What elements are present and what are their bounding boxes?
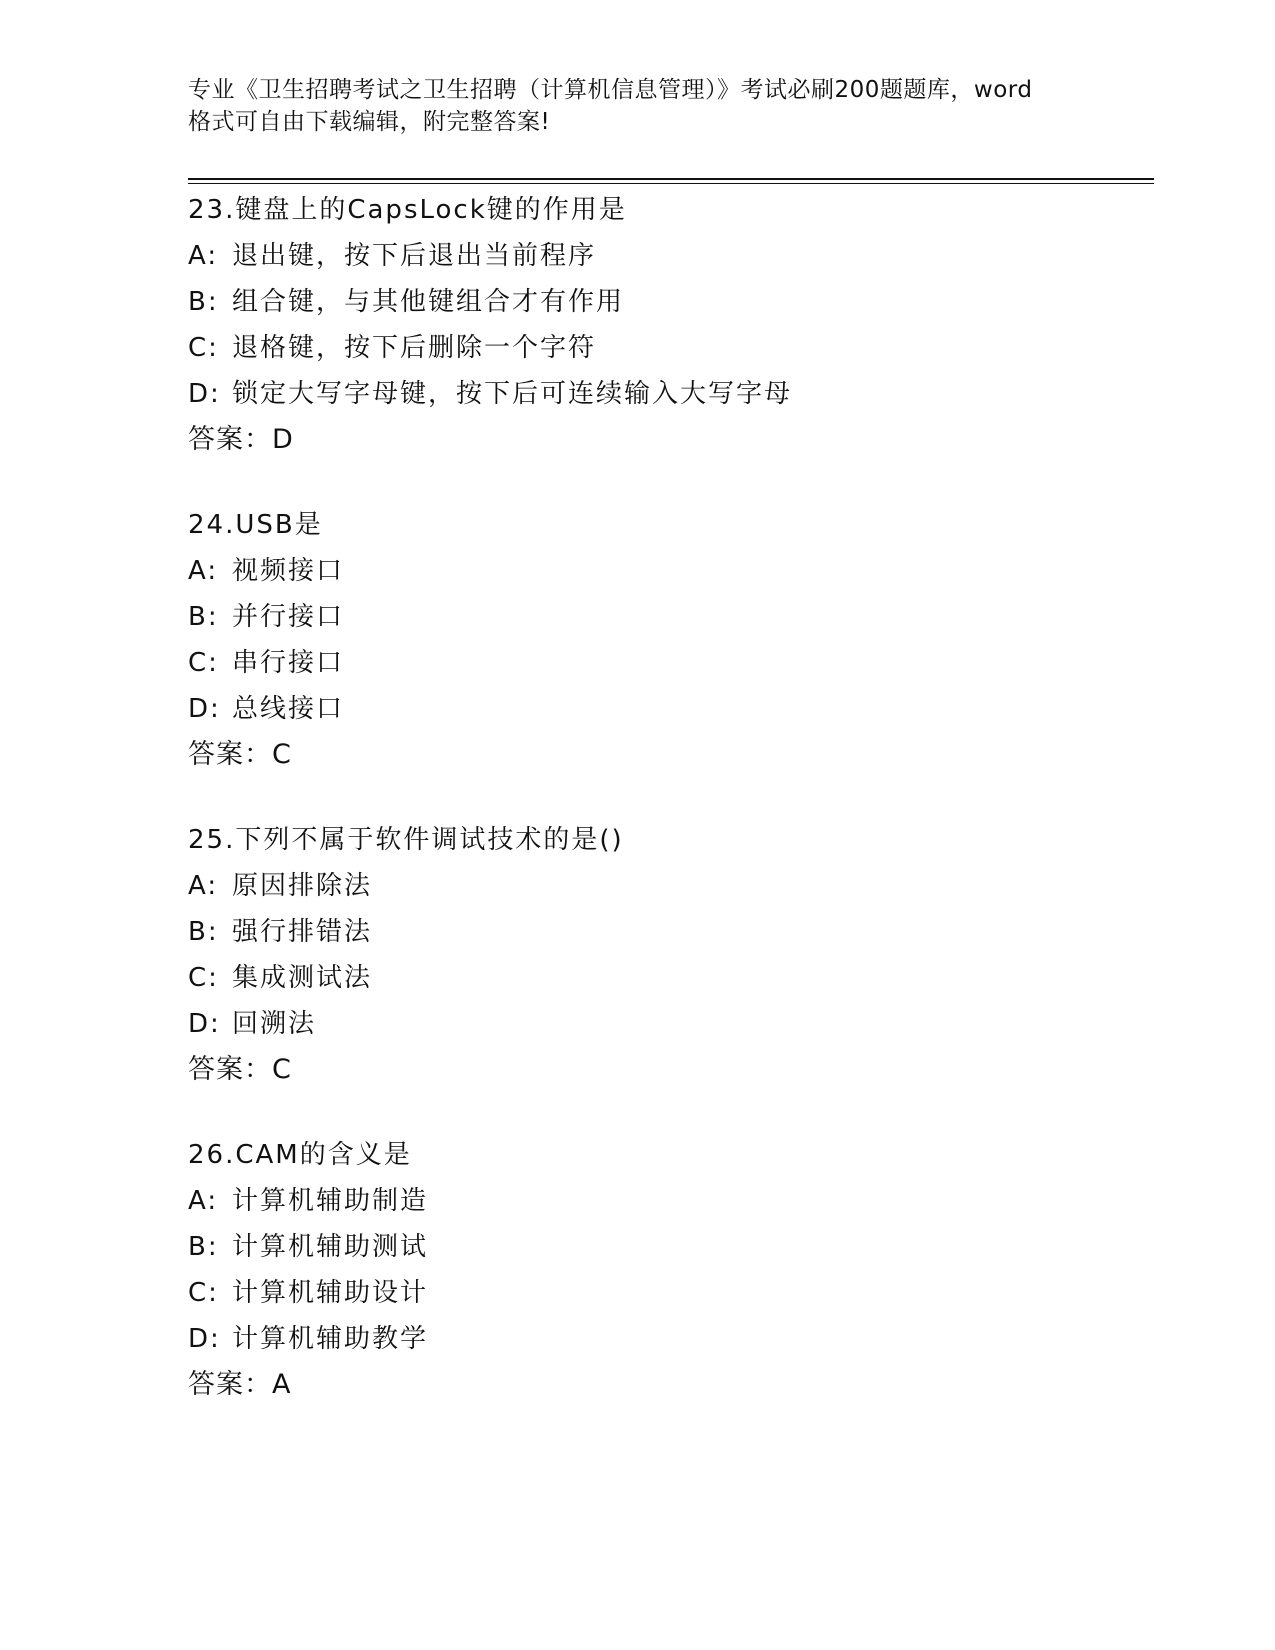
option-text: 计算机辅助测试: [232, 1232, 429, 1262]
option-d: [188, 686, 1138, 732]
option-a: [188, 1178, 1138, 1224]
option-letter: A:: [188, 241, 219, 271]
option-a: [188, 548, 1138, 594]
option-letter: A:: [188, 556, 219, 586]
answer-line: 答案：C: [188, 1054, 292, 1085]
option-text: 串行接口: [232, 648, 345, 678]
option-letter: B:: [188, 602, 219, 632]
question-block: [188, 817, 1138, 1093]
option-letter: B:: [188, 917, 219, 947]
option-d: [188, 371, 1138, 417]
option-text: 强行排错法: [232, 917, 373, 947]
option-letter: D:: [188, 1324, 221, 1354]
question-title: 23.键盘上的CapsLock键的作用是: [188, 195, 627, 225]
option-letter: A:: [188, 1186, 219, 1216]
option-letter: B:: [188, 1232, 219, 1262]
option-text: 集成测试法: [232, 963, 373, 993]
option-letter: C:: [188, 648, 219, 678]
option-b: [188, 1224, 1138, 1270]
option-text: 组合键，与其他键组合才有作用: [232, 287, 625, 317]
option-text: 退出键，按下后退出当前程序: [232, 241, 597, 271]
header-divider-thick: [188, 178, 1154, 180]
question-block: [188, 502, 1138, 778]
option-letter: B:: [188, 287, 219, 317]
answer-line: 答案：A: [188, 1369, 292, 1400]
option-b: [188, 594, 1138, 640]
option-c: [188, 955, 1138, 1001]
option-text: 原因排除法: [232, 871, 373, 901]
option-text: 计算机辅助制造: [232, 1186, 429, 1216]
option-letter: C:: [188, 963, 219, 993]
option-c: [188, 1270, 1138, 1316]
option-text: 并行接口: [232, 602, 345, 632]
question-block: [188, 1132, 1138, 1408]
option-a: [188, 863, 1138, 909]
option-letter: C:: [188, 333, 219, 363]
option-a: [188, 233, 1138, 279]
option-c: [188, 640, 1138, 686]
question-title: 25.下列不属于软件调试技术的是(): [188, 825, 624, 855]
header-line-1: 专业《卫生招聘考试之卫生招聘（计算机信息管理）》考试必刷200题题库，word: [188, 77, 1033, 103]
question-title: 26.CAM的含义是: [188, 1140, 412, 1170]
option-text: 锁定大写字母键，按下后可连续输入大写字母: [232, 379, 793, 409]
option-letter: D:: [188, 1009, 221, 1039]
option-text: 计算机辅助教学: [232, 1324, 429, 1354]
option-b: [188, 909, 1138, 955]
option-letter: D:: [188, 379, 221, 409]
question-title: 24.USB是: [188, 510, 323, 540]
option-b: [188, 279, 1138, 325]
option-d: [188, 1001, 1138, 1047]
option-d: [188, 1316, 1138, 1362]
header-line-2: 格式可自由下载编辑，附完整答案!: [188, 109, 551, 135]
header-divider-thin: [188, 183, 1154, 184]
answer-line: 答案：D: [188, 424, 294, 455]
option-text: 回溯法: [232, 1009, 317, 1039]
option-c: [188, 325, 1138, 371]
option-text: 总线接口: [232, 694, 345, 724]
option-letter: A:: [188, 871, 219, 901]
document-header: [188, 74, 1088, 138]
option-text: 退格键，按下后删除一个字符: [232, 333, 597, 363]
answer-line: 答案：C: [188, 739, 292, 770]
option-text: 计算机辅助设计: [232, 1278, 429, 1308]
option-letter: C:: [188, 1278, 219, 1308]
option-letter: D:: [188, 694, 221, 724]
question-block: [188, 187, 1138, 463]
option-text: 视频接口: [232, 556, 345, 586]
